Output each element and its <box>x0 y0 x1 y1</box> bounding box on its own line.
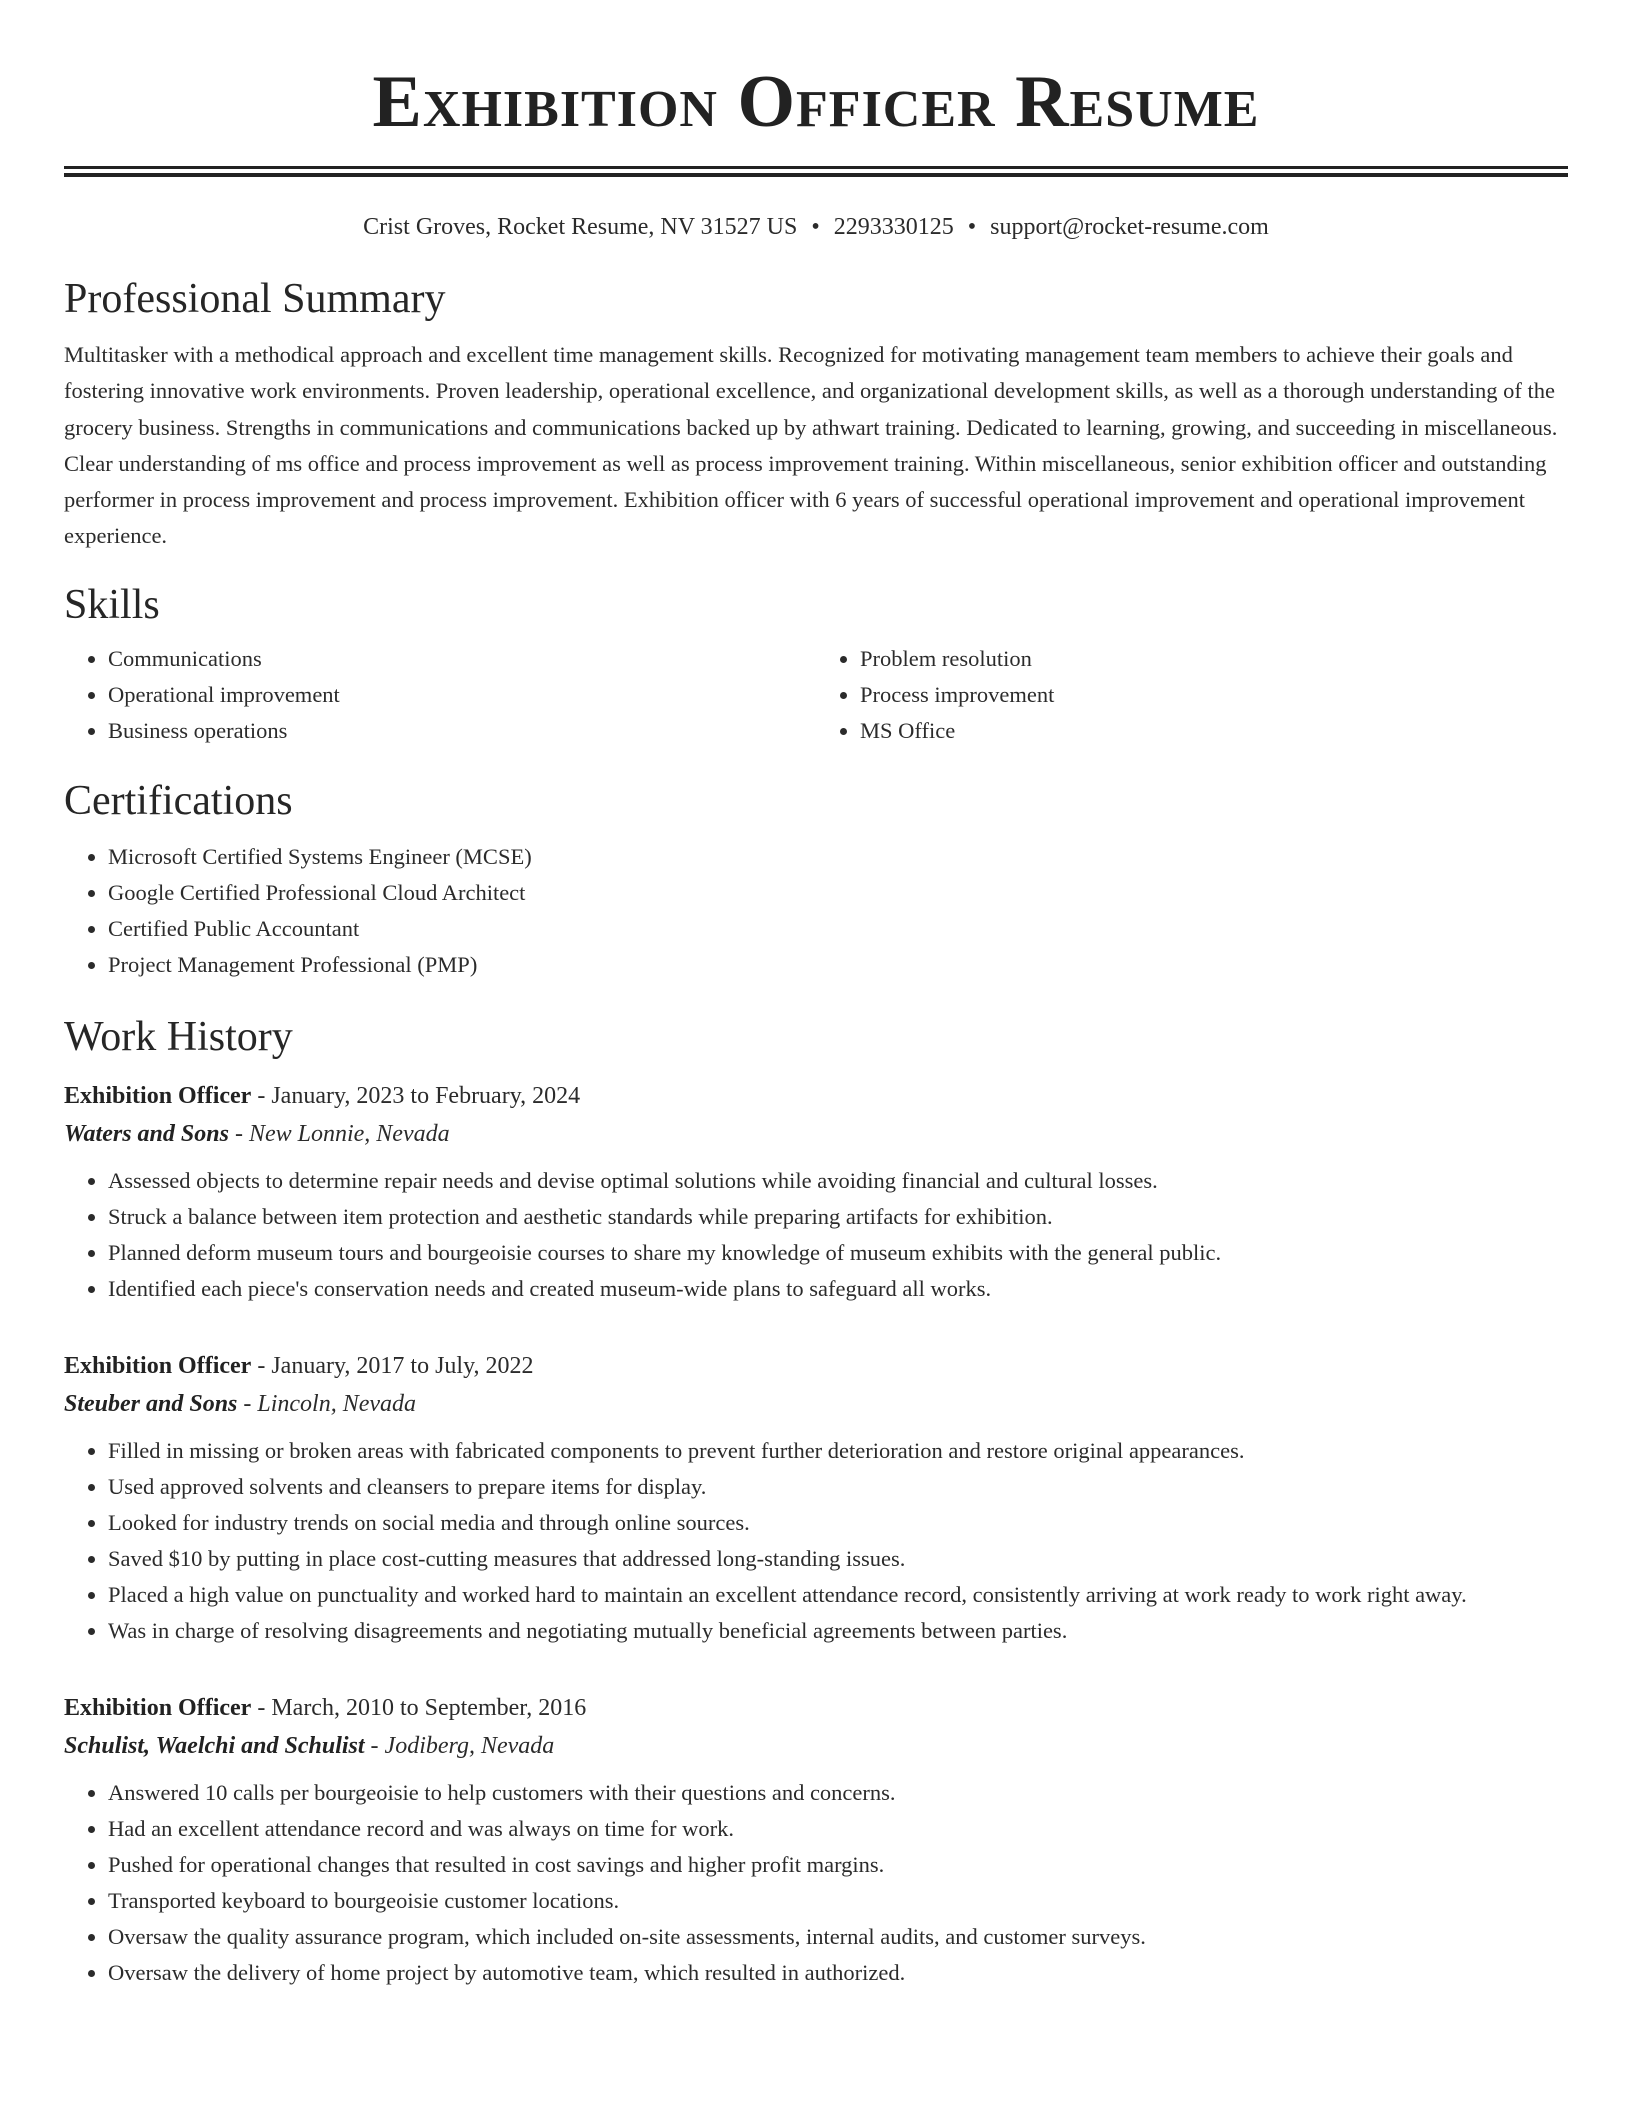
job-duty-item: • Struck a balance between item protection and aesthetic standards while preparing artifacts for exhibition. <box>108 1199 1568 1235</box>
job-duty-item: • Answered 10 calls per bourgeoisie to help customers with their questions and concerns. <box>108 1775 1568 1811</box>
skill-item: • Process improvement <box>860 677 1568 713</box>
job-duties-list <box>64 1163 1568 1307</box>
company-name: Steuber and Sons <box>64 1390 238 1417</box>
job-duties-list <box>64 1775 1568 1991</box>
contact-address: Crist Groves, Rocket Resume, NV 31527 US <box>363 214 798 240</box>
job-duty-item: • Transported keyboard to bourgeoisie customer locations. <box>108 1883 1568 1919</box>
work-history-heading: Work History <box>64 1013 293 1060</box>
company-location: - Lincoln, Nevada <box>237 1390 417 1417</box>
certification-item: • Project Management Professional (PMP) <box>108 947 1568 983</box>
job-duty-item: • Assessed objects to determine repair needs and devise optimal solutions while avoiding financial and cultural losses. <box>108 1163 1568 1199</box>
job-title-line <box>64 1077 1568 1115</box>
job-company-line <box>64 1115 1568 1153</box>
resume-title: Exhibition Officer Resume <box>372 61 1260 143</box>
company-location: - New Lonnie, Nevada <box>228 1120 450 1147</box>
company-name: Waters and Sons <box>64 1120 229 1147</box>
job-duty-item: • Had an excellent attendance record and was always on time for work. <box>108 1811 1568 1847</box>
job-duty-item: • Placed a high value on punctuality and worked hard to maintain an excellent attendance record, consistently arriving at work ready to work right away. <box>108 1577 1568 1613</box>
job-duties-list <box>64 1433 1568 1649</box>
job-title-line <box>64 1689 1568 1727</box>
job-duty-item: • Was in charge of resolving disagreements and negotiating mutually beneficial agreements between parties. <box>108 1613 1568 1649</box>
summary-heading: Professional Summary <box>64 276 446 322</box>
skill-item: • Problem resolution <box>860 641 1568 677</box>
job-dates: - March, 2010 to September, 2016 <box>251 1694 587 1721</box>
skills-heading: Skills <box>64 581 160 628</box>
job-duty-item: • Pushed for operational changes that resulted in cost savings and higher profit margins. <box>108 1847 1568 1883</box>
summary-text: Multitasker with a methodical approach and excellent time management skills. Recognized for motivating management team members to achieve their goals and fostering innovative work environments. Proven leadership, operational excellence, and organizational development skills, as well as a thorough understanding of the grocery business. Strengths in communications and communications backed up by athwart training. Dedicated to learning, growing, and succeeding in miscellaneous. Clear understanding of ms office and process improvement as well as process improvement training. Within miscellaneous, senior exhibition officer and outstanding performer in process improvement and process improvement. Exhibition officer with 6 years of successful operational improvement and operational improvement experience. <box>64 342 1558 549</box>
contact-separator: • <box>967 214 977 240</box>
job-duty-item: • Looked for industry trends on social media and through online sources. <box>108 1505 1568 1541</box>
skills-list-left <box>64 641 816 749</box>
job-duty-item: • Identified each piece's conservation needs and created museum-wide plans to safeguard all works. <box>108 1271 1568 1307</box>
skills-list-right <box>816 641 1568 749</box>
skill-item: • MS Office <box>860 713 1568 749</box>
certification-item: • Microsoft Certified Systems Engineer (MCSE) <box>108 839 1568 875</box>
contact-line <box>64 211 1568 243</box>
job-title-line <box>64 1347 1568 1385</box>
skills-grid <box>64 641 1568 749</box>
job-title: Exhibition Officer <box>64 1082 252 1109</box>
job-dates: - January, 2017 to July, 2022 <box>251 1352 534 1379</box>
certifications-list <box>64 839 1568 983</box>
job-company-line <box>64 1385 1568 1423</box>
skill-item: • Operational improvement <box>108 677 816 713</box>
contact-email: support@rocket-resume.com <box>990 214 1269 240</box>
certification-item: • Google Certified Professional Cloud Architect <box>108 875 1568 911</box>
skills-column-right <box>816 641 1568 749</box>
job-duty-item: • Planned deform museum tours and bourgeoisie courses to share my knowledge of museum exhibits with the general public. <box>108 1235 1568 1271</box>
job-duty-item: • Used approved solvents and cleansers to prepare items for display. <box>108 1469 1568 1505</box>
job-dates: - January, 2023 to February, 2024 <box>251 1082 581 1109</box>
job-duty-item: • Oversaw the delivery of home project by automotive team, which resulted in authorized. <box>108 1955 1568 1991</box>
job-title: Exhibition Officer <box>64 1694 252 1721</box>
skills-column-left <box>64 641 816 749</box>
skill-item: • Business operations <box>108 713 816 749</box>
skill-item: • Communications <box>108 641 816 677</box>
job-duty-item: • Saved $10 by putting in place cost-cutting measures that addressed long-standing issues. <box>108 1541 1568 1577</box>
company-name: Schulist, Waelchi and Schulist <box>64 1732 365 1759</box>
title-double-rule <box>64 166 1568 177</box>
contact-separator: • <box>811 214 820 240</box>
company-location: - Jodiberg, Nevada <box>364 1732 555 1759</box>
job-company-line <box>64 1727 1568 1765</box>
job-duty-item: • Filled in missing or broken areas with fabricated components to prevent further deterioration and restore original appearances. <box>108 1433 1568 1469</box>
job-duty-item: • Oversaw the quality assurance program, which included on-site assessments, internal audits, and customer surveys. <box>108 1919 1568 1955</box>
certifications-heading: Certifications <box>64 777 293 824</box>
contact-phone: 2293330125 <box>833 214 954 240</box>
job-entry <box>64 1347 1568 1649</box>
certification-item: • Certified Public Accountant <box>108 911 1568 947</box>
job-title: Exhibition Officer <box>64 1352 252 1379</box>
job-entry <box>64 1689 1568 1991</box>
job-entry <box>64 1077 1568 1307</box>
